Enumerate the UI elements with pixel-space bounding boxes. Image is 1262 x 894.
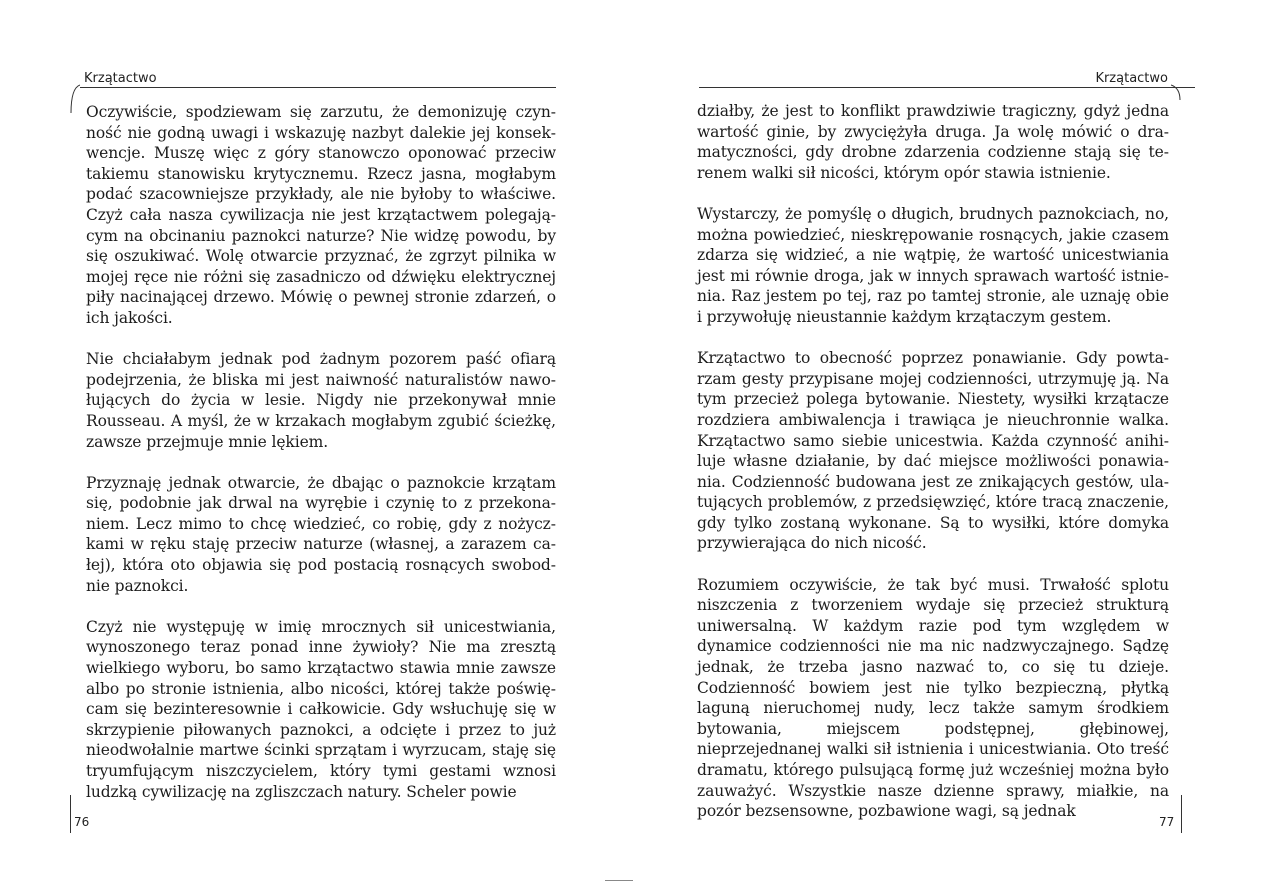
right-paragraph-2: Wystarczy, że pomyślę o długich, brudnych paznokciach, no, można powiedzieć, nieskrępowanie rosnących, jakie czasem zdarza się widzieć, a nie wątpię, że wartość unicestwiania jest mi równie droga, jak w innych sprawach wartość istnienia. Raz jestem po tej, raz po tamtej stronie, ale uznaję obie i przywołuję nieustannie każdym krzątaczym gestem. (697, 204, 1169, 326)
left-paragraph-2: Nie chciałabym jednak pod żadnym pozorem paść ofiarą podejrzenia, że bliska mi jest naiwność naturalistów nawołujących do życia w lesie. Nigdy nie przekonywał mnie Rousseau. A myśl, że w krzakach mogłabym zgubić ścieżkę, zawsze przejmuje mnie lękiem. (86, 350, 556, 451)
right-folio-rule (1181, 795, 1182, 833)
right-paragraph-4: Rozumiem oczywiście, że tak być musi. Trwałość splotu niszczenia z tworzeniem wydaje się przecież strukturą uniwersalną. W każdym razie pod tym względem w dynamice codzienności nie ma nic nadzwyczajnego. Sądzę jednak, że trzeba jasno nazwać to, co się tu dzieje. Codzienność bowiem jest nie tylko bezpieczną, płytką laguną nieruchomej nudy, lecz także samym środkiem bytowania, miejscem podstępnej, głębinowej, nieprzejednanej walki sił istnienia i unicestwiania. Oto treść dramatu, którego pulsującą formę już wcześniej można było zauważyć. Wszystkie nasze dzienne sprawy, miałkie, na pozór bezsensowne, pozbawione wagi, są jednak (697, 575, 1169, 821)
left-running-head: Krzątactwo (84, 71, 157, 86)
left-folio-rule (70, 795, 71, 833)
right-running-head: Krzątactwo (1095, 71, 1168, 86)
left-corner-curve (70, 84, 80, 114)
left-paragraph-3: Przyznaję jednak otwarcie, że dbając o paznokcie krzątam się, podobnie jak drwal na wyrębie i czynię to z przekonaniem. Lecz mimo to chcę wiedzieć, co robię, gdy z nożyczkami w ręku staję przeciw naturze (własnej, a zarazem całej), która oto objawia się pod postacią rosnących swobodnie paznokci. (86, 473, 556, 595)
left-text-block (86, 102, 556, 823)
left-paragraph-1: Oczywiście, spodziewam się zarzutu, że demonizuję czynność nie godną uwagi i wskazuję nazbyt dalekie jej konsekwencje. Muszę więc z góry stanowczo oponować przeciw takiemu stanowisku krytycznemu. Rzecz jasna, mogłabym podać szacowniejsze przykłady, ale nie byłoby to właściwe. Czyż cała nasza cywilizacja nie jest krzątactwem polegającym na obcinaniu paznokci naturze? Nie widzę powodu, by się oszukiwać. Wolę otwarcie przyznać, że zgrzyt pilnika w mojej ręce nie różni się zasadniczo od dźwięku elektrycznej piły nacinającej drzewo. Mówię o pewnej stronie zdarzeń, o ich jakości. (86, 103, 556, 327)
left-page-number: 76 (74, 815, 90, 829)
right-paragraph-3: Krzątactwo to obecność poprzez ponawianie. Gdy powtarzam gesty przypisane mojej codzienności, utrzymuję ją. Na tym przecież polega bytowanie. Niestety, wysiłki krzątacze rozdziera ambiwalencja i trawiąca je nieuchronnie walka. Krzątactwo samo siebie unicestwia. Każda czynność anihiluje własne działanie, by dać miejsce możliwości ponawiania. Codzienność budowana jest ze znikających gestów, ulatujących problemów, z przedsięwzięć, które tracą znaczenie, gdy tylko zostaną wykonane. Są to wysiłki, które domyka przywierająca do nich nicość. (697, 349, 1169, 553)
gutter-mark (605, 880, 633, 881)
right-paragraph-1: działby, że jest to konflikt prawdziwie tragiczny, gdyż jedna wartość ginie, by zwyciężyła druga. Ja wolę mówić o dramatyczności, gdy drobne zdarzenia codzienne stają się terenem walki sił nicości, którym opór stawia istnienie. (697, 102, 1169, 182)
right-text-block (697, 101, 1169, 842)
right-head-rule (699, 87, 1195, 88)
right-page-number: 77 (1159, 815, 1175, 829)
left-head-rule (80, 87, 556, 88)
right-page (631, 0, 1262, 894)
right-corner-curve (1171, 84, 1181, 114)
left-paragraph-4: Czyż nie występuję w imię mrocznych sił unicestwiania, wynoszonego teraz ponad inne żywioły? Nie ma zresztą wielkiego wyboru, bo samo krzątactwo stawia mnie zawsze albo po stronie istnienia, albo nicości, której także poświęcam się bezinteresownie i całkowicie. Gdy wsłuchuję się w skrzypienie piłowanych paznokci, a odcięte i przez to już nieodwołalnie martwe ścinki sprzątam i wyrzucam, staję się tryumfującym niszczycielem, który tymi gestami wznosi ludzką cywilizację na zgliszczach natury. Scheler powie (86, 617, 556, 801)
